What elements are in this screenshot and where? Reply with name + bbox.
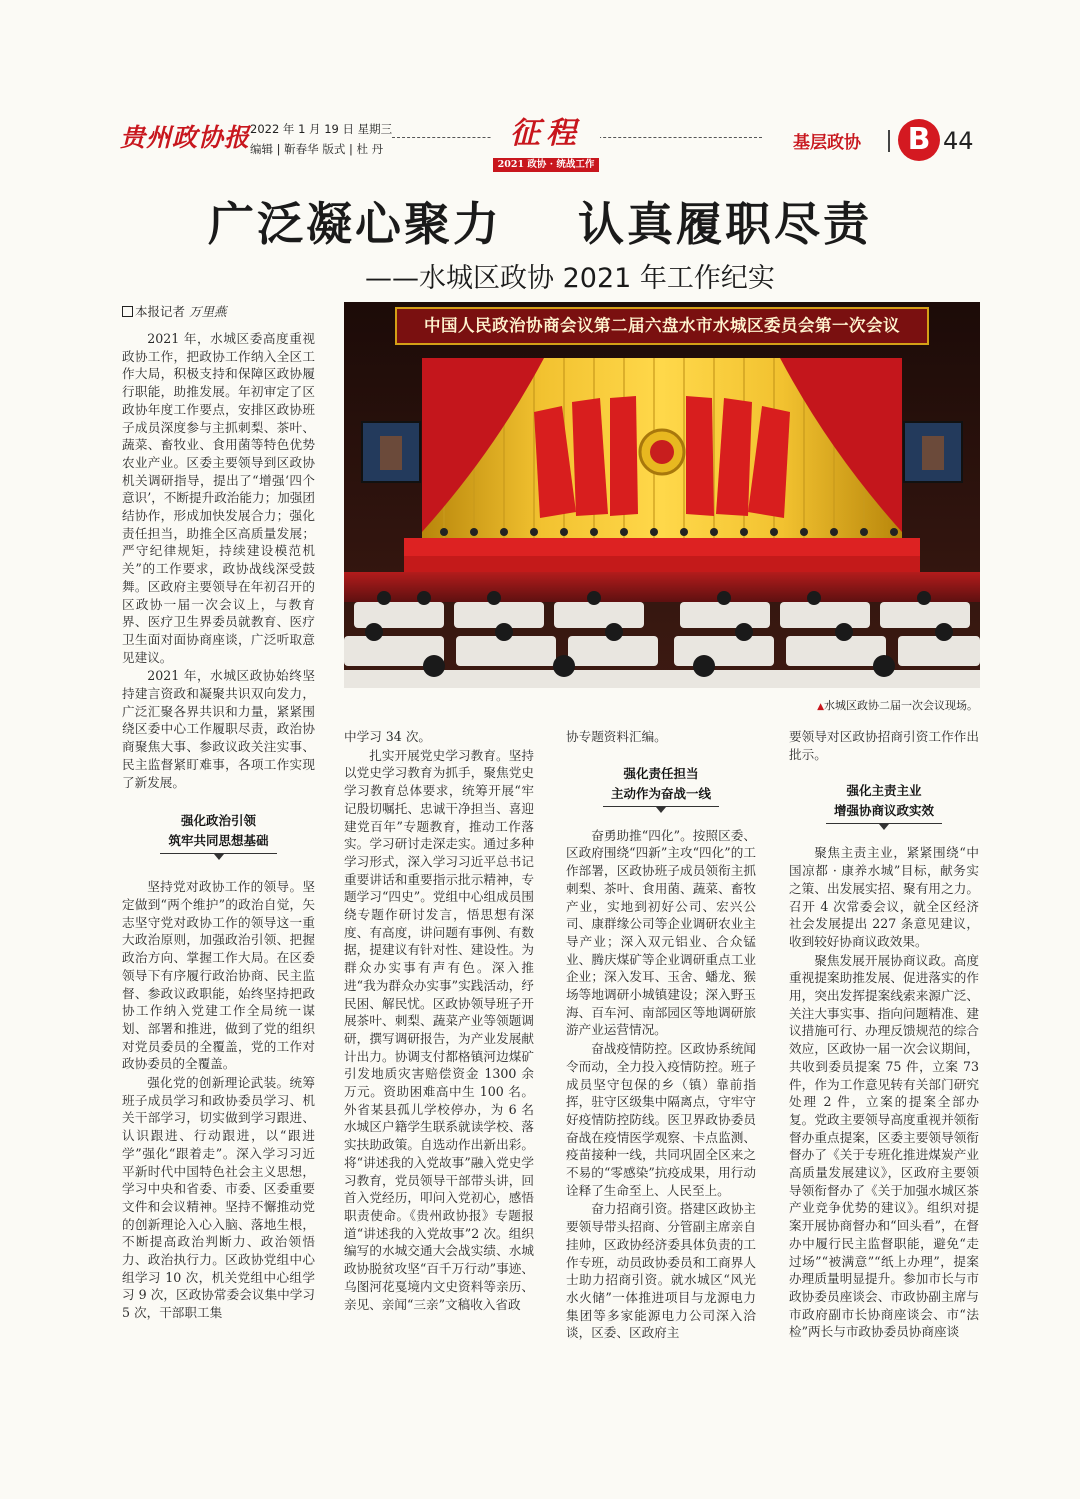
section-separator <box>888 130 890 152</box>
column-brand <box>492 116 600 170</box>
section-subhead <box>122 811 315 860</box>
column-brand-title: 征程 <box>510 116 582 151</box>
subhead-line-2: 增强协商议政实效 <box>826 801 942 824</box>
byline-label: 本报记者 <box>135 304 186 319</box>
paragraph: 聚焦主责主业，紧紧围绕“中国凉都 · 康养水城”目标，献务实之策、出发展实招、聚有用之力。召开 4 次常委会议，就全区经济社会发展提出 227 条意见建议，收到较好协商议政效果。 <box>789 845 979 949</box>
conference-photo <box>344 302 980 688</box>
paragraph: 奋力招商引资。搭建区政协主要领导带头招商、分管副主席亲自挂帅，区政协经济委具体负责的工作专班，动员政协委员和工商界人士助力招商引资。就水城区“风光水火储”一体推进项目与龙源电力集团等多家能源电力公司深入洽谈，区委、区政府主 <box>566 1201 756 1341</box>
triangle-icon: ▲ <box>817 702 824 712</box>
photo-banner-text: 中国人民政治协商会议第二届六盘水市水城区委员会第一次会议 <box>424 316 900 335</box>
subheadline: ——水城区政协 2021 年工作纪实 <box>365 263 775 294</box>
section-letter-badge: B <box>898 119 940 161</box>
triangle-down-icon <box>656 807 666 813</box>
paragraph: 坚持党对政协工作的领导。坚定做到“两个维护”的政治自觉，矢志坚守党对政协工作的领导这一重大政治原则，加强政治引领、把握政治方向、掌握工作大局。在区委领导下有序履行政治协商、民主监督、参政议政职能，始终坚持把政协工作纳入党建工作全局统一谋划、部署和推进，做到了党的组织对党员委员的全覆盖，党的工作对政协委员的全覆盖。 <box>122 879 315 1072</box>
photo-caption-text: 水城区政协二届一次会议现场。 <box>824 699 978 712</box>
masthead-logo: 贵州政协报 <box>120 123 251 152</box>
column-3 <box>566 728 756 1343</box>
paragraph: 奋勇助推“四化”。按照区委、区政府围绕“四新”主攻“四化”的工作部署，区政协班子成员领衔主抓刺梨、茶叶、食用菌、蔬菜、畜牧产业，实地到初好公司、宏兴公司、康群缘公司等企业调研农业主导产业；深入双元铝业、合众锰业、腾庆煤矿等企业调研重点工业企业；深入发耳、玉舍、蟠龙、猴场等地调研小城镇建设；深入野玉海、百车河、南部园区等地调研旅游产业运营情况。 <box>566 827 756 1038</box>
triangle-down-icon <box>879 824 889 830</box>
triangle-down-icon <box>214 854 224 860</box>
subhead-line-2: 主动作为奋战一线 <box>603 784 719 807</box>
subhead-line-1: 强化责任担当 <box>623 765 699 781</box>
paragraph: 聚焦发展开展协商议政。高度重视提案助推发展、促进落实的作用，突出发挥提案线索来源广泛、关注大事实事、指向问题精准、建议措施可行、办理反馈规范的综合效应，区政协一届一次会议期间，共收到委员提案 75 件，立案 73 件，作为工作意见转有关部门研究处理 2 件，立案的提案全部办复。党政主要领导高度重视并领衔督办重点提案，区委主要领导领衔督办了《关于专班化推进煤炭产业高质量发展建议》，区政府主要领导领衔督办了《关于加强水城区茶产业竞争优势的建议》。组织对提案开展协商督办和“回头看”，在督办中履行民主监督职能，避免“走过场”“被满意”“纸上办理”，提案办理质量明显提升。参加市长与市政协委员座谈会、市政协副主席与市政府副市长协商座谈会、市“法检”两长与市政协委员协商座谈 <box>789 952 979 1340</box>
column-1 <box>122 330 315 1323</box>
paragraph: 2021 年，水城区政协始终坚持建言资政和凝聚共识双向发力，广泛汇聚各界共识和力量，紧紧围绕区委中心工作履职尽责，政治协商聚焦大事、参政议政关注实事、民主监督紧盯难事，各项工作实现了新发展。 <box>122 668 315 790</box>
section-name: 基层政协 <box>793 133 861 153</box>
paragraph: 协专题资料汇编。 <box>566 729 667 744</box>
column-4 <box>789 728 979 1342</box>
byline-name: 万里燕 <box>189 304 227 319</box>
section-subhead <box>566 764 756 813</box>
paragraph: 奋战疫情防控。区政协系统闻令而动，全力投入疫情防控。班子成员坚守包保的乡（镇）靠前指挥，驻守区级集中隔离点，守牢守好疫情防控防线。医卫界政协委员奋战在疫情医学观察、卡点监测、疫苗接种一线，共同巩固全区来之不易的“零感染”抗疫成果，用行动诠释了生命至上、人民至上。 <box>566 1041 756 1198</box>
paragraph: 2021 年，水城区委高度重视政协工作，把政协工作纳入全区工作大局，积极支持和保障区政协履行职能，助推发展。年初审定了区政协年度工作要点，安排区政协班子成员深度参与主抓刺梨、茶叶、蔬菜、畜牧业、食用菌等特色优势农业产业。区委主要领导到区政协机关调研指导，提出了“增强‘四个意识’，不断提升政治能力；加强团结协作，形成加快发展合力；强化责任担当，助推全区高质量发展；严守纪律规矩，持续建设模范机关”的工作要求，政协战线深受鼓舞。区政府主要领导在年初召开的区政协一届一次会议上，与教育界、医疗卫生界委员就教育、医疗卫生面对面协商座谈，广泛听取意见建议。 <box>122 331 315 665</box>
headline: 广泛凝心聚力 认真履职尽责 <box>207 197 873 251</box>
photo-caption <box>700 697 978 713</box>
subhead-line-1: 强化主责主业 <box>846 783 922 799</box>
conference-hall-illustration <box>344 302 980 688</box>
page-number: 44 <box>943 127 974 155</box>
paragraph: 强化党的创新理论武装。统筹班子成员学习和政协委员学习、机关干部学习，切实做到学习跟进、认识跟进、行动跟进，以“跟进学”强化“跟着走”。深入学习习近平新时代中国特色社会主义思想，学习中央和省委、市委、区委重要文件和会议精神。坚持不懈推动党的创新理论入心入脑、落地生根，不断提高政治判断力、政治领悟力、政治执行力。区政协党组中心组学习 10 次，机关党组中心组学习 9 次，区政协常委会议集中学习 5 次，干部职工集 <box>122 1075 315 1321</box>
byline-box-icon <box>122 306 133 317</box>
subhead-line-2: 筑牢共同思想基础 <box>160 831 276 854</box>
column-brand-subtitle: 2021 政协 · 统战工作 <box>493 158 600 172</box>
paragraph: 扎实开展党史学习教育。坚持以党史学习教育为抓手，聚焦党史学习教育总体要求，统筹开展“牢记殷切嘱托、忠诚干净担当、喜迎建党百年”专题教育，推动工作落实。学习研讨走深走实。通过多种学习形式，深入学习习近平总书记重要讲话和重要指示批示精神，专题学习“四史”。党组中心组成员围绕专题作研讨发言，悟思想有深度、有高度，讲问题有事例、有数据，提建议有针对性、建设性。为群众办实事有声有色。深入推进“我为群众办实事”实践活动，纾民困、解民忧。区政协领导班子开展茶叶、刺梨、蔬菜产业等领题调研，撰写调研报告，为产业发展献计出力。协调支付都格镇河边煤矿引发地质灾害赔偿资金 1300 余万元。资助困难高中生 100 名。外省某县孤儿学校停办，为 6 名水城区户籍学生联系就读学校、落实扶助政策。自选动作出新出彩。将“讲述我的入党故事”融入党史学习教育，党员领导干部带头讲，回首入党经历，叩问入党初心，感悟职责使命。《贵州政协报》专题报道“讲述我的入党故事”2 次。组织编写的水城交通大会战实绩、水城政协脱贫攻坚“百千万行动”事迹、乌图河花戛境内文史资料等亲历、亲见、亲闻“三亲”文稿收入省政 <box>344 747 534 1312</box>
paragraph: 要领导对区政协招商引资工作作出批示。 <box>789 729 979 762</box>
section-subhead <box>789 781 979 830</box>
subhead-line-1: 强化政治引领 <box>180 813 256 829</box>
paragraph: 中学习 34 次。 <box>344 729 432 744</box>
issue-date: 2022 年 1 月 19 日 星期三 <box>250 122 393 136</box>
issue-editors: 编辑 | 靳春华 版式 | 杜 丹 <box>250 142 384 156</box>
column-2 <box>344 728 534 1314</box>
byline <box>122 302 227 320</box>
